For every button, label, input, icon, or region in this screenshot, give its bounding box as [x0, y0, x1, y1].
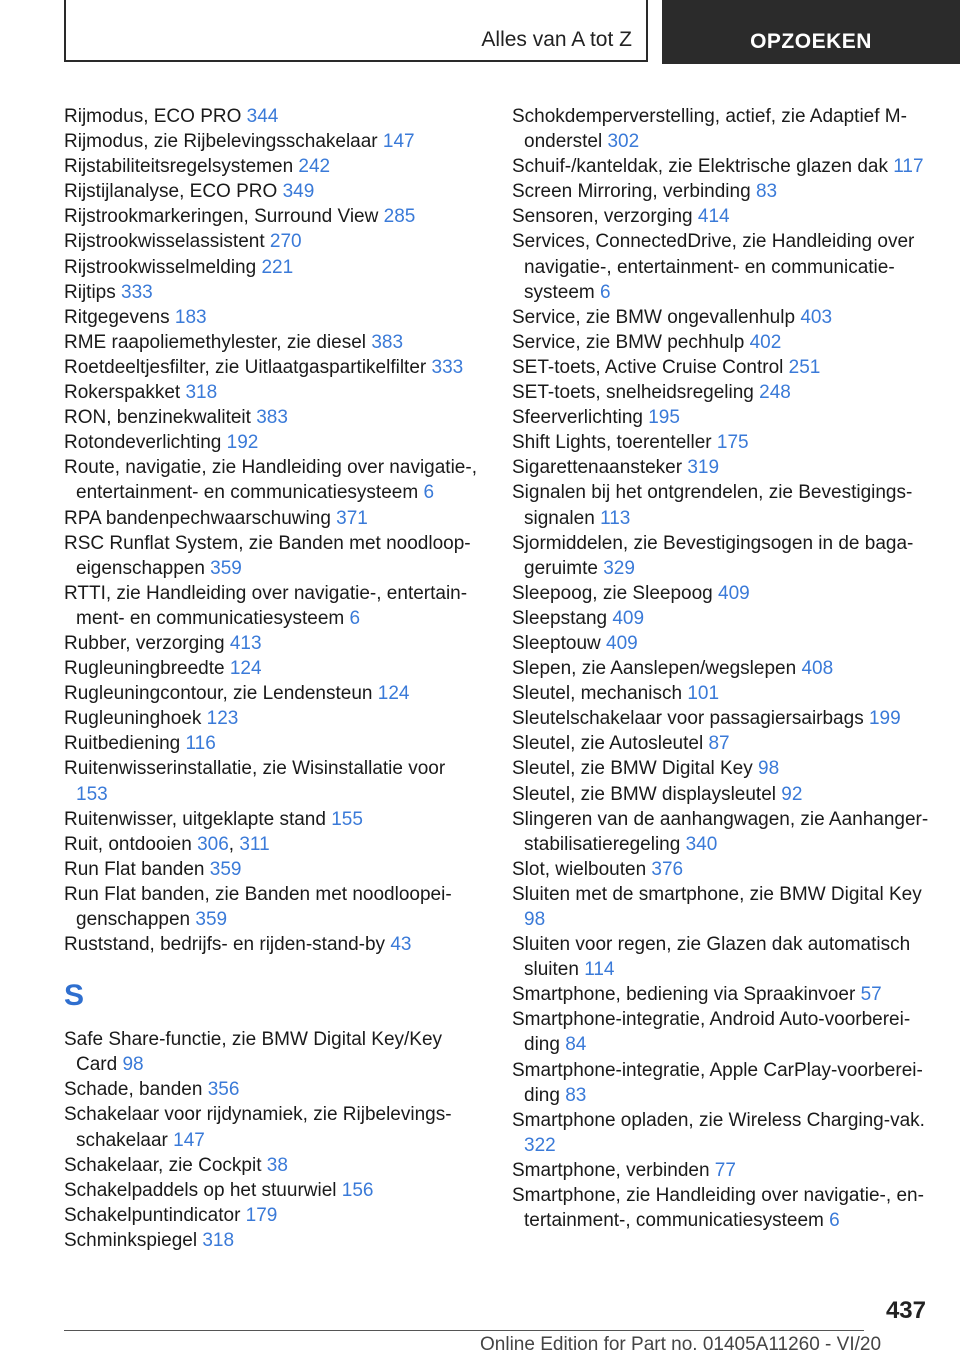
- index-entry: [64, 1102, 482, 1152]
- index-entry: [512, 706, 932, 731]
- index-entry: [512, 204, 932, 229]
- page-reference-link[interactable]: 98: [524, 909, 546, 930]
- index-entry: [64, 756, 482, 806]
- index-entry: [512, 405, 932, 430]
- section-title-box: [64, 0, 648, 62]
- page-reference-link[interactable]: 147: [382, 131, 415, 153]
- entry-term: Rugleuninghoek: [64, 708, 207, 730]
- entry-term: Run Flat banden, zie Banden met noodloopei-genschappen: [64, 883, 452, 930]
- index-entry: [512, 1007, 932, 1057]
- index-entry: [512, 305, 932, 330]
- opzoeken-tab[interactable]: OPZOEKEN: [662, 0, 960, 64]
- index-entry: [512, 731, 932, 756]
- entry-term: Rijstrookwisselassistent: [64, 231, 270, 253]
- index-entry: [64, 380, 482, 405]
- index-entry: [64, 882, 482, 932]
- index-entry: [64, 405, 482, 430]
- page-reference-link[interactable]: 92: [781, 783, 803, 805]
- page-reference-link[interactable]: 195: [648, 407, 680, 429]
- entry-term: Schminkspiegel: [64, 1229, 203, 1251]
- page-reference-link[interactable]: 402: [749, 331, 782, 353]
- index-entry: [64, 506, 482, 531]
- entry-term: Run Flat banden: [64, 858, 210, 880]
- page-reference-link[interactable]: 83: [755, 181, 778, 203]
- index-entry: [512, 882, 932, 932]
- page-reference-link[interactable]: 409: [606, 632, 638, 654]
- entry-term: Schakelpaddels op het stuurwiel: [64, 1179, 342, 1201]
- page-reference-link[interactable]: 179: [245, 1204, 278, 1226]
- page-reference-link[interactable]: 403: [800, 306, 833, 328]
- entry-term: Sleepstang: [512, 607, 613, 629]
- entry-term: Rijstijlanalyse, ECO PRO: [64, 181, 283, 203]
- index-group-s: [64, 1027, 482, 1253]
- page-reference-link[interactable]: 318: [185, 382, 218, 404]
- entry-term: RON, benzinekwaliteit: [64, 407, 257, 429]
- page-reference-link[interactable]: 153: [76, 783, 108, 805]
- index-column-right: [512, 104, 932, 1233]
- page-reference-link[interactable]: 155: [331, 808, 363, 830]
- index-entry: [512, 1108, 932, 1158]
- entry-term: Smartphone, verbinden: [512, 1159, 715, 1181]
- page-reference-link[interactable]: 344: [246, 106, 279, 127]
- page-reference-link[interactable]: 359: [195, 909, 228, 930]
- entry-term: Sensoren, verzorging: [512, 206, 698, 228]
- index-entry: [512, 531, 932, 581]
- page-reference-link[interactable]: 192: [226, 432, 259, 454]
- entry-term: Rijmodus, zie Rijbelevingsschakelaar: [64, 131, 383, 153]
- page-reference-link[interactable]: 333: [431, 356, 464, 378]
- index-entry: [64, 129, 482, 154]
- index-entry: [64, 104, 482, 129]
- page-reference-link[interactable]: 329: [603, 557, 635, 579]
- page-reference-link[interactable]: 408: [801, 658, 834, 680]
- page-reference-link[interactable]: 84: [565, 1034, 587, 1056]
- index-entry: [512, 1058, 932, 1108]
- page-number: 437: [885, 1297, 926, 1324]
- index-entry: [512, 229, 932, 304]
- page-reference-link[interactable]: 242: [298, 156, 331, 178]
- page-header: [0, 0, 960, 64]
- page-reference-link[interactable]: 183: [174, 306, 207, 328]
- index-entry: [64, 681, 482, 706]
- page-reference-link[interactable]: 356: [207, 1079, 240, 1101]
- page-reference-link[interactable]: 116: [185, 733, 216, 755]
- entry-term: Service, zie BMW pechhulp: [512, 331, 750, 353]
- section-letter: S: [64, 979, 85, 1013]
- page-reference-link[interactable]: 414: [697, 206, 730, 228]
- entry-term: Rokerspakket: [64, 382, 186, 404]
- page-reference-link[interactable]: 302: [607, 131, 640, 153]
- entry-term: Slingeren van de aanhangwagen, zie Aanhanger-stabilisatieregeling: [512, 808, 929, 855]
- entry-term: Ruitbediening: [64, 733, 186, 755]
- page-reference-link[interactable]: 6: [600, 281, 611, 303]
- index-entry: [512, 380, 932, 405]
- entry-term: Rubber, verzorging: [64, 632, 230, 654]
- page-reference-link[interactable]: 306: [197, 833, 229, 855]
- entry-term: Smartphone-integratie, Apple CarPlay-voorberei-ding: [512, 1059, 923, 1106]
- page-reference-link[interactable]: 333: [121, 281, 153, 303]
- entry-term: Sleutel, mechanisch: [512, 683, 688, 705]
- index-entry: [64, 430, 482, 455]
- index-entry: [512, 782, 932, 807]
- entry-term: Rugleuningbreedte: [64, 658, 230, 680]
- index-entry: [64, 731, 482, 756]
- index-entry: [64, 204, 482, 229]
- page-reference-link[interactable]: 319: [687, 457, 720, 479]
- page-reference-link[interactable]: 221: [261, 256, 294, 278]
- entry-term: Sigarettenaansteker: [512, 457, 688, 479]
- entry-term: Rijstrookmarkeringen, Surround View: [64, 206, 384, 228]
- entry-term: Shift Lights, toerenteller: [512, 432, 717, 454]
- index-entry: [512, 807, 932, 857]
- page-reference-link[interactable]: 248: [759, 382, 791, 404]
- page-reference-link[interactable]: 156: [341, 1179, 374, 1201]
- index-entry: [512, 330, 932, 355]
- index-entry: [512, 1158, 932, 1183]
- entry-term: Schakelaar, zie Cockpit: [64, 1154, 267, 1176]
- entry-term: RSC Runflat System, zie Banden met noodloop-eigenschappen: [64, 532, 471, 579]
- page-reference-link[interactable]: 77: [714, 1159, 736, 1181]
- entry-term: Ritgegevens: [64, 306, 175, 328]
- page-reference-link[interactable]: 371: [336, 507, 368, 529]
- page-reference-link[interactable]: 57: [860, 984, 882, 1006]
- page-reference-link[interactable]: 409: [718, 582, 750, 604]
- index-entry: [512, 104, 932, 154]
- entry-term: Ruit, ontdooien: [64, 833, 198, 855]
- index-group-s-continued: [512, 104, 932, 1233]
- entry-term: Schokdemperverstelling, actief, zie Adaptief M-onderstel: [512, 106, 907, 153]
- page-reference-link[interactable]: 175: [716, 432, 749, 454]
- entry-term: Rijstrookwisselmelding: [64, 256, 262, 278]
- entry-term: RTTI, zie Handleiding over navigatie-, entertain-ment- en communicatiesysteem: [64, 582, 468, 629]
- page-reference-link[interactable]: 87: [708, 733, 730, 755]
- entry-term: Schuif-/kanteldak, zie Elektrische glazen dak: [512, 156, 894, 178]
- entry-term: Schade, banden: [64, 1079, 208, 1101]
- page-reference-link[interactable]: 383: [256, 407, 288, 429]
- index-entry: [64, 807, 482, 832]
- index-entry: [64, 631, 482, 656]
- entry-term: Sleutelschakelaar voor passagiersairbags: [512, 708, 869, 730]
- page-reference-link[interactable]: 413: [229, 632, 262, 654]
- index-entry: [512, 455, 932, 480]
- index-entry: [64, 932, 482, 957]
- index-entry: [64, 531, 482, 581]
- index-entry: [512, 857, 932, 882]
- entry-term: Sleutel, zie BMW displaysleutel: [512, 783, 782, 805]
- index-entry: [512, 606, 932, 631]
- page-reference-link[interactable]: 285: [383, 206, 416, 228]
- page-reference-link[interactable]: 117: [893, 156, 924, 178]
- entry-term: SET-toets, snelheidsregeling: [512, 382, 760, 404]
- page-reference-link[interactable]: 376: [651, 858, 684, 880]
- edition-footer: Online Edition for Part no. 01405A11260 - VI/20: [480, 1334, 882, 1355]
- entry-term: Slot, wielbouten: [512, 858, 652, 880]
- entry-term: Rijmodus, ECO PRO: [64, 106, 247, 127]
- page-reference-link[interactable]: 113: [600, 507, 631, 529]
- index-entry: [64, 179, 482, 204]
- index-entry: [64, 255, 482, 280]
- page-reference-link[interactable]: 349: [282, 181, 315, 203]
- index-entry: [512, 681, 932, 706]
- index-group-r: [64, 104, 482, 957]
- page-reference-link[interactable]: 409: [612, 607, 645, 629]
- page-reference-link[interactable]: 6: [349, 607, 361, 629]
- page-reference-link[interactable]: 123: [206, 708, 239, 730]
- page-reference-link[interactable]: 101: [687, 683, 720, 705]
- entry-term: Sjormiddelen, zie Bevestigingsogen in de baga-geruimte: [512, 532, 914, 579]
- index-entry: [64, 581, 482, 631]
- entry-term: Services, ConnectedDrive, zie Handleiding over navigatie-, entertainment- en communicatie-systeem: [512, 231, 915, 303]
- index-entry: [512, 355, 932, 380]
- entry-term: Safe Share-functie, zie BMW Digital Key/Key Card: [64, 1029, 443, 1076]
- page-reference-link[interactable]: 38: [266, 1154, 288, 1176]
- entry-term: Signalen bij het ontgrendelen, zie Bevestigings-signalen: [512, 482, 913, 529]
- index-entry: [512, 480, 932, 530]
- page-reference-link[interactable]: 98: [122, 1054, 144, 1076]
- entry-term: Ruitenwisserinstallatie, zie Wisinstallatie voor: [64, 758, 446, 780]
- index-entry: [64, 455, 482, 505]
- index-entry: [64, 355, 482, 380]
- index-entry: [64, 305, 482, 330]
- index-entry: [64, 857, 482, 882]
- entry-term: Smartphone, zie Handleiding over navigatie-, en-tertainment-, communicatiesysteem: [512, 1185, 924, 1232]
- entry-term: SET-toets, Active Cruise Control: [512, 356, 789, 378]
- entry-term: Slepen, zie Aanslepen/wegslepen: [512, 658, 802, 680]
- entry-term: Ruitenwisser, uitgeklapte stand: [64, 808, 332, 830]
- page-reference-link[interactable]: 43: [390, 934, 412, 956]
- index-entry: [512, 756, 932, 781]
- page-reference-link[interactable]: 98: [758, 758, 780, 780]
- page-reference-link[interactable]: 199: [868, 708, 901, 730]
- page-reference-link[interactable]: 311: [239, 833, 270, 855]
- index-entry: [64, 706, 482, 731]
- index-entry: [64, 1203, 482, 1228]
- page-reference-link[interactable]: 322: [524, 1134, 556, 1156]
- page-reference-link[interactable]: 270: [269, 231, 302, 253]
- index-entry: [64, 1077, 482, 1102]
- index-entry: [64, 1228, 482, 1253]
- index-entry: [512, 179, 932, 204]
- page-reference-link[interactable]: 6: [423, 482, 435, 504]
- page-reference-link[interactable]: 340: [685, 833, 718, 855]
- entry-term: Rijtips: [64, 281, 122, 303]
- page-reference-link[interactable]: 383: [371, 331, 404, 353]
- entry-term: Smartphone, bediening via Spraakinvoer: [512, 984, 861, 1006]
- index-entry: [64, 154, 482, 179]
- entry-term: Sluiten met de smartphone, zie BMW Digital Key: [512, 883, 922, 905]
- entry-term: Smartphone opladen, zie Wireless Charging-vak.: [512, 1109, 925, 1131]
- entry-term: Schakelaar voor rijdynamiek, zie Rijbelevings-schakelaar: [64, 1104, 452, 1151]
- index-entry: Ruit, ontdooien 306, 311: [64, 833, 270, 855]
- index-entry: [64, 280, 482, 305]
- index-entry: [64, 330, 482, 355]
- index-column-left: [64, 104, 482, 1253]
- index-entry: [64, 656, 482, 681]
- index-entry: [512, 932, 932, 982]
- page-reference-link[interactable]: 124: [229, 658, 262, 680]
- page-reference-link[interactable]: 124: [377, 683, 410, 705]
- entry-term: Sfeerverlichting: [512, 407, 649, 429]
- index-entry: [512, 581, 932, 606]
- entry-term: Sleutel, zie BMW Digital Key: [512, 758, 759, 780]
- index-entry: [512, 982, 932, 1007]
- index-entry: [512, 631, 932, 656]
- index-entry: [512, 154, 932, 179]
- entry-term: Sleeptouw: [512, 632, 607, 654]
- page-reference-link[interactable]: 318: [202, 1229, 235, 1251]
- footer-divider: [64, 1330, 864, 1331]
- page-reference-link[interactable]: 147: [173, 1129, 205, 1151]
- entry-term: Route, navigatie, zie Handleiding over navigatie-, entertainment- en communicatiesysteem: [64, 457, 477, 504]
- entry-term: Roetdeeltjesfilter, zie Uitlaatgaspartikelfilter: [64, 356, 432, 378]
- page-reference-link[interactable]: 359: [210, 557, 242, 579]
- page-reference-link[interactable]: 6: [829, 1210, 840, 1232]
- index-entry: [512, 1183, 932, 1233]
- entry-term: Smartphone-integratie, Android Auto-voorberei-ding: [512, 1009, 911, 1056]
- index-entry: [64, 1027, 482, 1077]
- index-entry: [512, 430, 932, 455]
- page-reference-link[interactable]: 359: [209, 858, 242, 880]
- index-entry: [512, 656, 932, 681]
- index-entry: [64, 1153, 482, 1178]
- entry-term: Schakelpuntindicator: [64, 1204, 246, 1226]
- page-reference-link[interactable]: 83: [565, 1084, 587, 1106]
- index-entry: [64, 1178, 482, 1203]
- entry-term: RME raapoliemethylester, zie diesel: [64, 331, 372, 353]
- entry-term: Service, zie BMW ongevallenhulp: [512, 306, 801, 328]
- index-entry: [64, 229, 482, 254]
- entry-term: Sluiten voor regen, zie Glazen dak automatisch sluiten: [512, 934, 911, 981]
- section-title: Alles van A tot Z: [481, 28, 632, 51]
- entry-term: Screen Mirroring, verbinding: [512, 181, 756, 203]
- entry-term: Sleutel, zie Autosleutel: [512, 733, 709, 755]
- entry-term: RPA bandenpechwaarschuwing: [64, 507, 337, 529]
- entry-term: Ruststand, bedrijfs- en rijden-stand-by: [64, 934, 391, 956]
- page-reference-link[interactable]: 114: [584, 959, 615, 981]
- entry-term: Rugleuningcontour, zie Lendensteun: [64, 683, 378, 705]
- entry-term: Rijstabiliteitsregelsystemen: [64, 156, 299, 178]
- page-reference-link[interactable]: 251: [788, 356, 821, 378]
- entry-term: Rotondeverlichting: [64, 432, 227, 454]
- entry-term: Sleepoog, zie Sleepoog: [512, 582, 718, 604]
